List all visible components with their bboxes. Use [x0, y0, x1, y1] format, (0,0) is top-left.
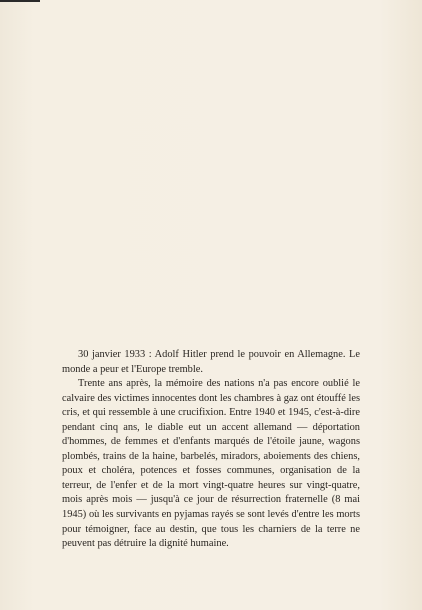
- paragraph-2: Trente ans après, la mémoire des nations n'a pas encore oublié le calvaire des victimes innocentes dont les chambres à gaz ont étouffé les cris, et qui ressemble à une crucifixion. Entre 1940 et 1945, c'est-à-dire pendant cinq ans, le diable eut un accent allemand — déportation d'hommes, de femmes et d'enfants marqués de l'étoile jaune, wagons plombés, trains de la haine, barbelés, miradors, aboiements des chiens, poux et choléra, potences et fosses communes, organisation de la terreur, de l'enfer et de la mort vingt-quatre heures sur vingt-quatre, mois après mois — jusqu'à ce jour de résurrection fraternelle (8 mai 1945) où les survivants en pyjamas rayés se sont levés d'entre les morts pour témoigner, face au destin, que tous les charniers de la terre ne peuvent pas détruire la dignité humaine.: [62, 378, 360, 550]
- body-text: [62, 348, 360, 552]
- paragraph-1: 30 janvier 1933 : Adolf Hitler prend le pouvoir en Allemagne. Le monde a peur et l'Europe tremble.: [62, 349, 360, 375]
- corner-mark: [0, 0, 40, 2]
